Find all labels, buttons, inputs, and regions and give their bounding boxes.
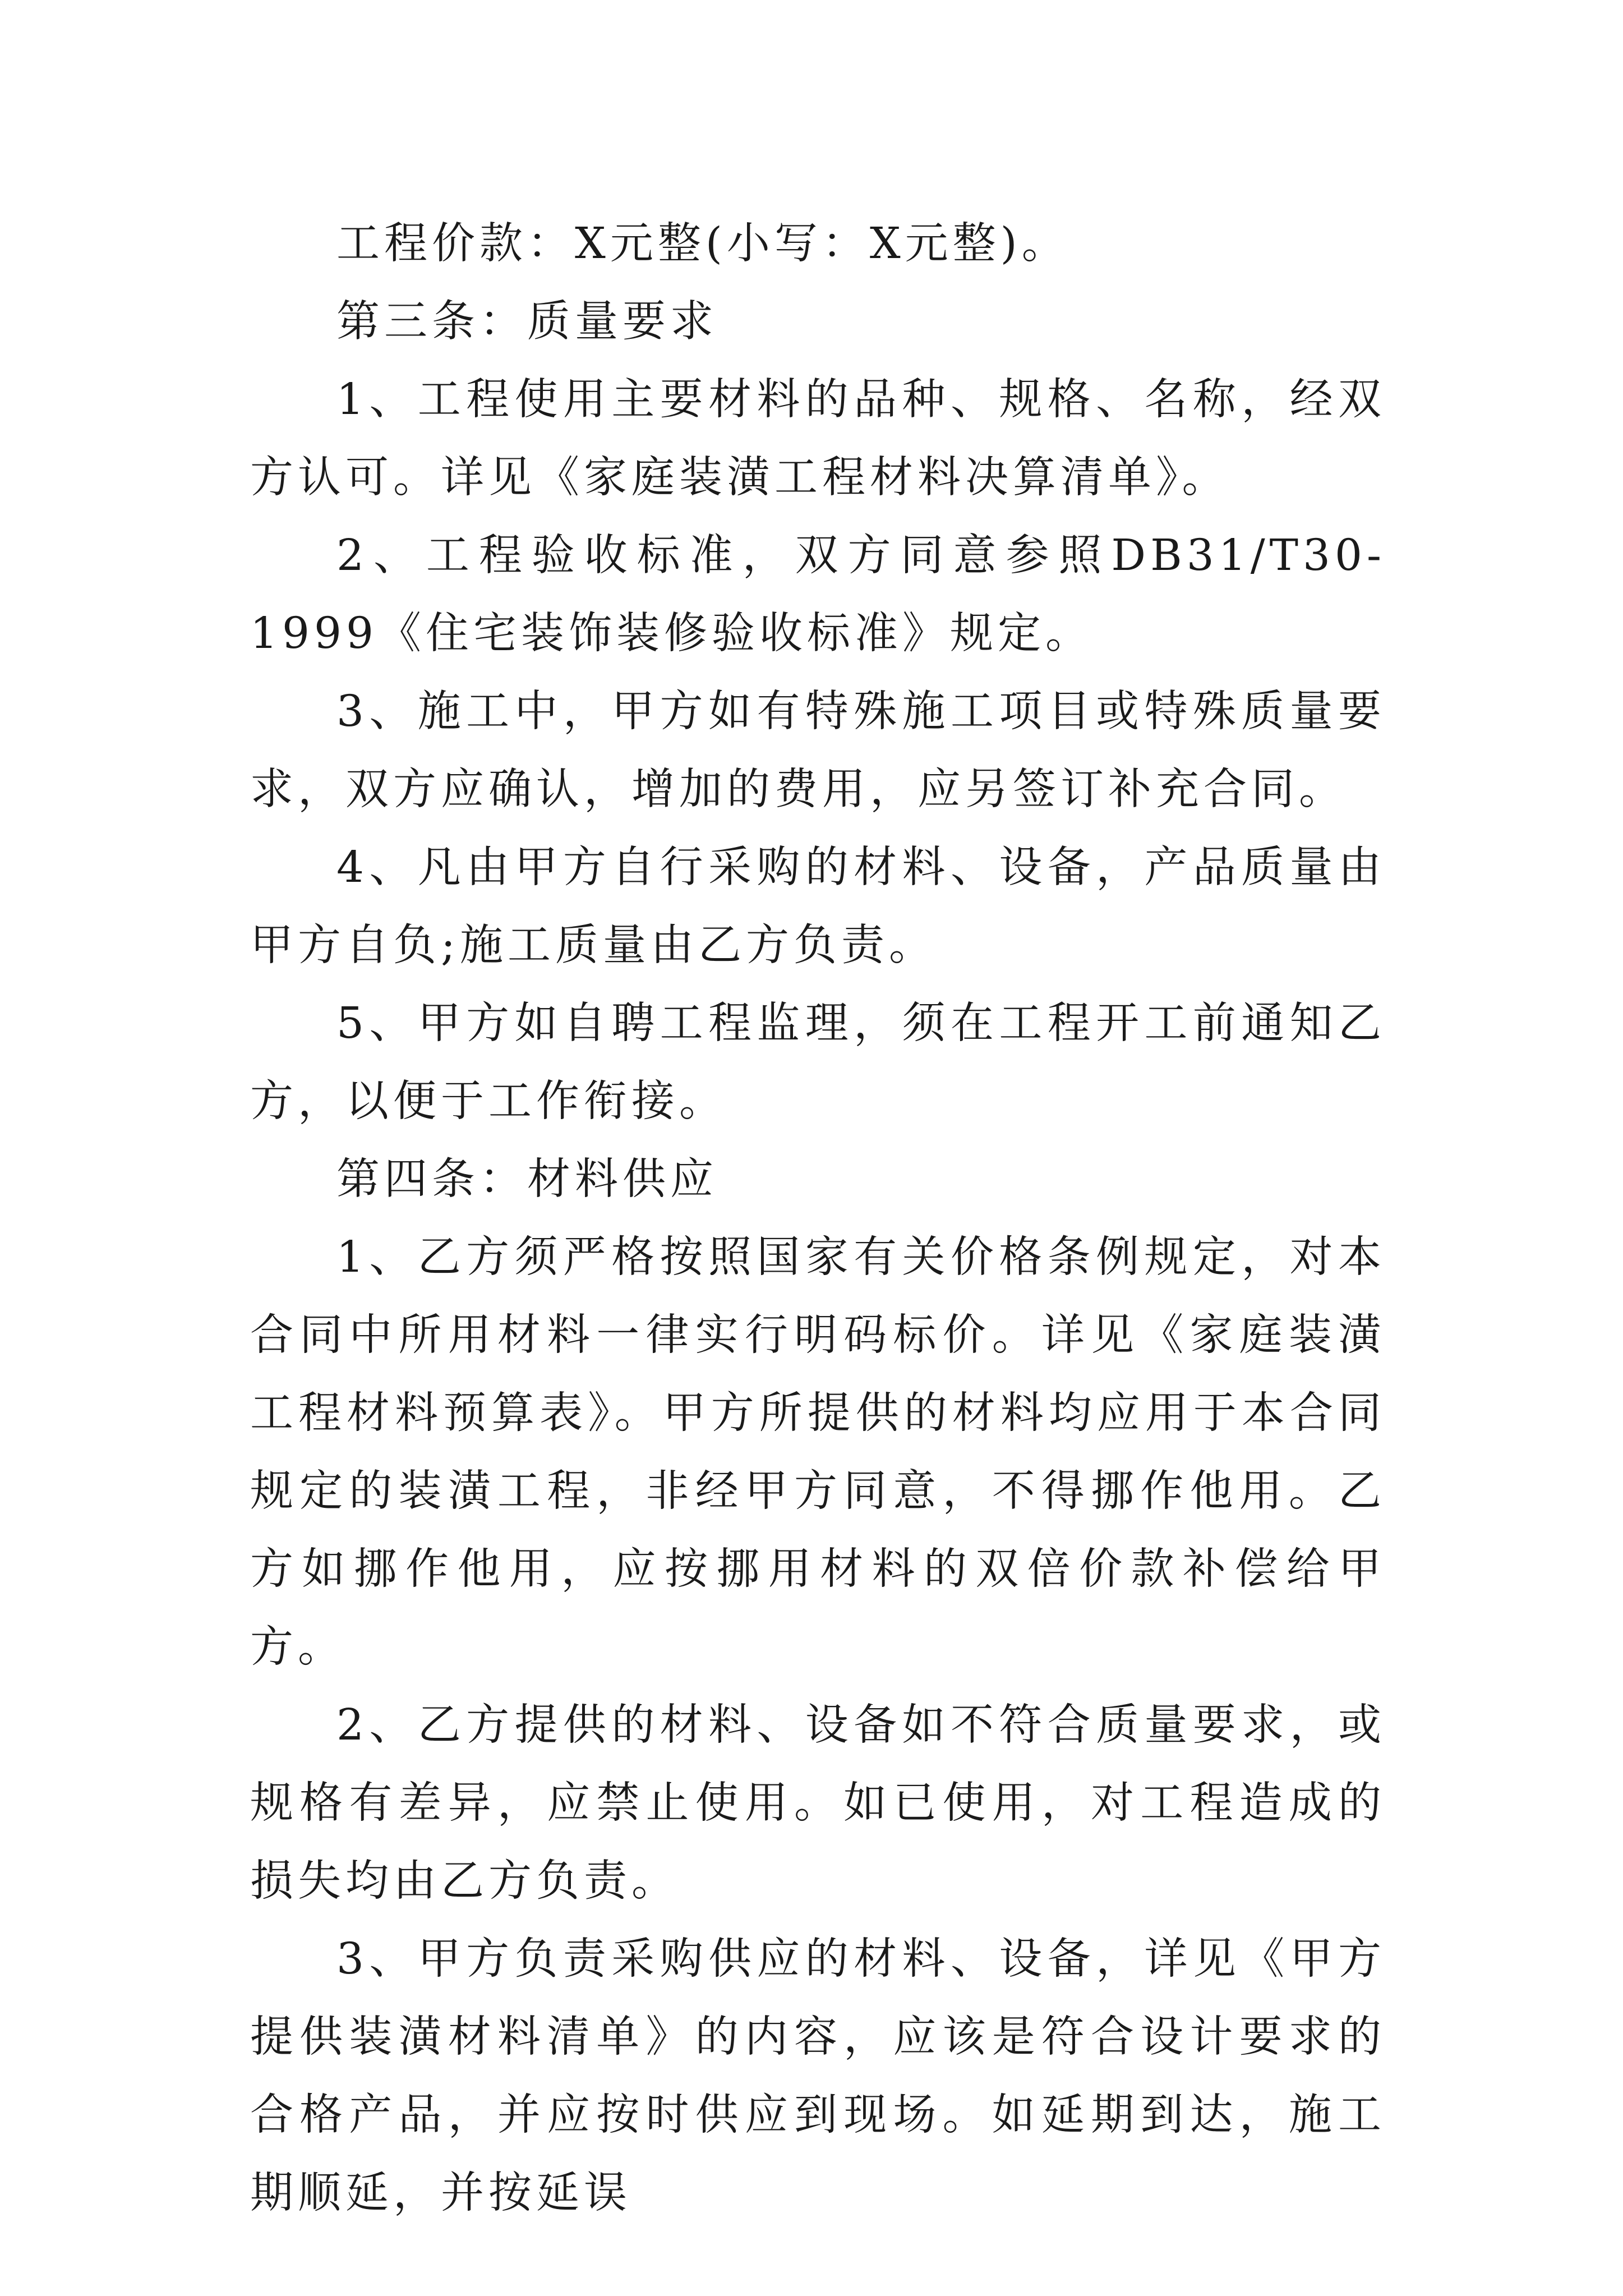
paragraph-materials-2: 2、乙方提供的材料、设备如不符合质量要求，或规格有差异，应禁止使用。如已使用，对工程造成的损失均由乙方负责。: [250, 1700, 1386, 1906]
section-heading-materials: 第四条：材料供应: [336, 1154, 718, 1204]
paragraph-quality-2: 2、工程验收标准，双方同意参照DB31/T30-1999《住宅装饰装修验收标准》规定。: [250, 531, 1386, 659]
paragraph-quality-4: 4、凡由甲方自行采购的材料、设备，产品质量由甲方自负;施工质量由乙方负责。: [250, 843, 1386, 970]
paragraph-materials-1: 1、乙方须严格按照国家有关价格条例规定，对本合同中所用材料一律实行明码标价。详见《家庭装潢工程材料预算表》。甲方所提供的材料均应用于本合同规定的装潢工程，非经甲方同意，不得挪作他用。乙方如挪作他用，应按挪用材料的双倍价款补偿给甲方。: [250, 1232, 1386, 1672]
paragraph-materials-3: 3、甲方负责采购供应的材料、设备，详见《甲方提供装潢材料清单》的内容，应该是符合设计要求的合格产品，并应按时供应到现场。如延期到达，施工期顺延，并按延误: [250, 1934, 1386, 2218]
paragraph-quality-5: 5、甲方如自聘工程监理，须在工程开工前通知乙方，以便于工作衔接。: [250, 999, 1386, 1126]
paragraph-contract-price: 工程价款：X元整(小写：X元整)。: [336, 219, 1069, 269]
section-heading-quality: 第三条：质量要求: [336, 297, 718, 347]
paragraph-quality-3: 3、施工中，甲方如有特殊施工项目或特殊质量要求，双方应确认，增加的费用，应另签订补充合同。: [250, 687, 1386, 815]
document-body: [250, 205, 1386, 2232]
paragraph-quality-1: 1、工程使用主要材料的品种、规格、名称，经双方认可。详见《家庭装潢工程材料决算清单》。: [250, 375, 1386, 503]
